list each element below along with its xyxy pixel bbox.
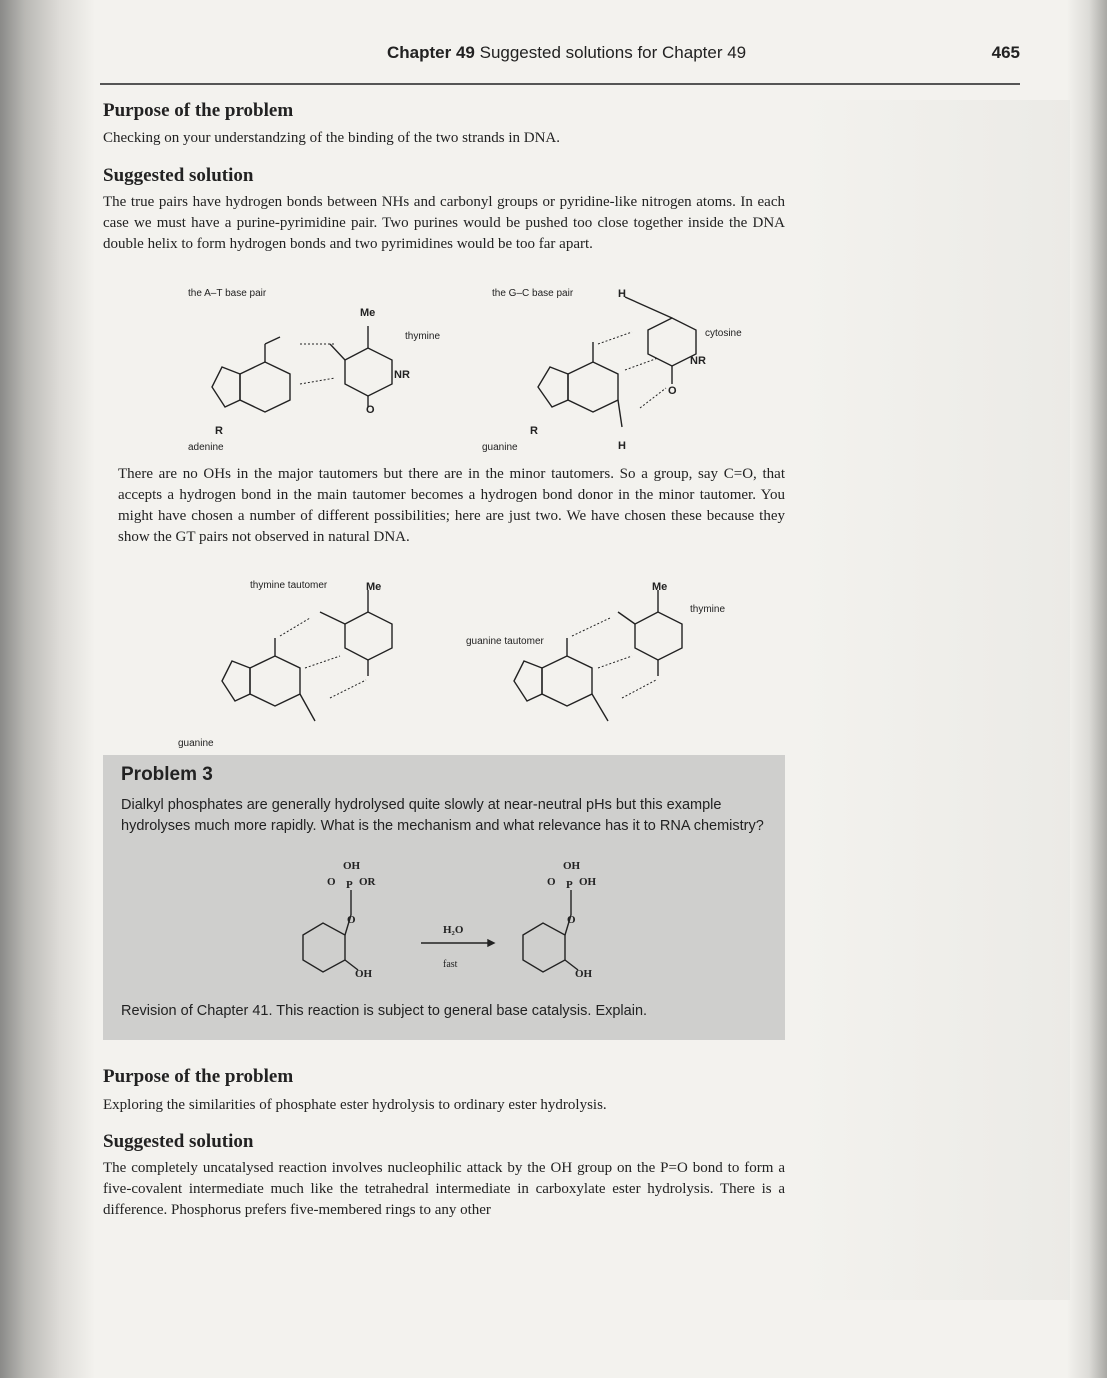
problem-3-title: Problem 3 [121, 764, 213, 785]
phosphate-reaction-scheme [293, 855, 613, 985]
problem-3-box [103, 755, 785, 1040]
reactant-o-double: O [327, 876, 336, 888]
bleed-through [800, 100, 1070, 1300]
solution-text: The true pairs have hydrogen bonds between NHs and carbonyl groups or pyridine-like nitrogen atoms. In each case we must have a purine-pyrimidine pair. Two purines would be pushed too close together inside the DNA double helix to form hydrogen bonds and two pyrimidines would be too far apart. [103, 194, 785, 252]
tautomer-paragraph: There are no OHs in the major tautomers but there are in the minor tautomers. So a group, say C=O, that accepts a hydrogen bond in the main tautomer becomes a hydrogen bond donor in the minor tautomer. You might have chosen a number of different possibilities; here are just two. We have chosen these because they show the GT pairs not observed in natural DNA. [118, 466, 785, 545]
spine-shadow [0, 0, 95, 1378]
purpose-heading: Purpose of the problem [103, 100, 294, 121]
problem-3-text: Dialkyl phosphates are generally hydrolysed quite slowly at near-neutral pHs but this example hydrolyses much more rapidly. What is the mechanism and what relevance has it to RNA chemistry? [121, 797, 764, 834]
running-header [100, 43, 1020, 73]
at-pair-label: the A–T base pair [188, 288, 267, 299]
base-pairs-figure [170, 282, 770, 454]
tautomer-methyl: Me [366, 581, 382, 593]
condition-fast: fast [443, 959, 458, 970]
reagent-water: H₂O [443, 924, 464, 936]
page-number: 465 [991, 43, 1020, 62]
product-oh: OH [575, 968, 593, 980]
product-o-double: O [547, 876, 556, 888]
product-oh-side: OH [579, 876, 597, 888]
reactant-p: P [346, 879, 353, 891]
gc-pair-label: the G–C base pair [492, 288, 574, 299]
problem-3-revision: Revision of Chapter 41. This reaction is subject to general base catalysis. Explain. [121, 1003, 648, 1019]
cytosine-nr: NR [690, 355, 706, 367]
reactant-or: OR [359, 876, 376, 888]
solution-heading-2: Suggested solution [103, 1131, 254, 1152]
cytosine-h: H [618, 288, 626, 300]
page-edge-shadow [1067, 0, 1107, 1378]
reactant-oh-top: OH [343, 860, 361, 872]
product-o-link: O [567, 914, 576, 926]
product-oh-top: OH [563, 860, 581, 872]
cytosine-label: cytosine [705, 328, 742, 339]
purpose-text-2: Exploring the similarities of phosphate ester hydrolysis to ordinary ester hydrolysis. [103, 1097, 607, 1113]
thymine-methyl-2: Me [652, 581, 668, 593]
thymine-tautomer-label: thymine tautomer [250, 580, 328, 591]
thymine-nr: NR [394, 369, 410, 381]
tautomer-pairs-figure [170, 576, 770, 752]
guanine-label: guanine [482, 442, 518, 453]
header-rule [100, 83, 1020, 85]
purpose-heading-2: Purpose of the problem [103, 1066, 294, 1087]
thymine-label: thymine [405, 331, 441, 342]
adenine-r: R [215, 425, 223, 437]
purpose-text: Checking on your understandzing of the binding of the two strands in DNA. [103, 130, 561, 146]
reactant-o-link: O [347, 914, 356, 926]
reactant-oh: OH [355, 968, 373, 980]
product-p: P [566, 879, 573, 891]
solution-heading: Suggested solution [103, 165, 254, 186]
cytosine-o: O [668, 385, 677, 397]
thymine-methyl: Me [360, 307, 376, 319]
guanine-h: H [618, 440, 626, 452]
solution-text-2: The completely uncatalysed reaction involves nucleophilic attack by the OH group on the P=O bond to form a five-covalent intermediate much like the tetrahedral intermediate in carboxylate ester hydrolysis. There is a difference. Phosphorus prefers five-membered rings to any other [103, 1160, 785, 1218]
guanine-tautomer-label: guanine tautomer [466, 636, 544, 647]
chapter-title: Chapter 49 Suggested solutions for Chapter 49 [387, 43, 747, 62]
guanine-label-2: guanine [178, 738, 214, 749]
adenine-label: adenine [188, 442, 224, 453]
guanine-r: R [530, 425, 538, 437]
thymine-o: O [366, 404, 375, 416]
thymine-label-2: thymine [690, 604, 726, 615]
